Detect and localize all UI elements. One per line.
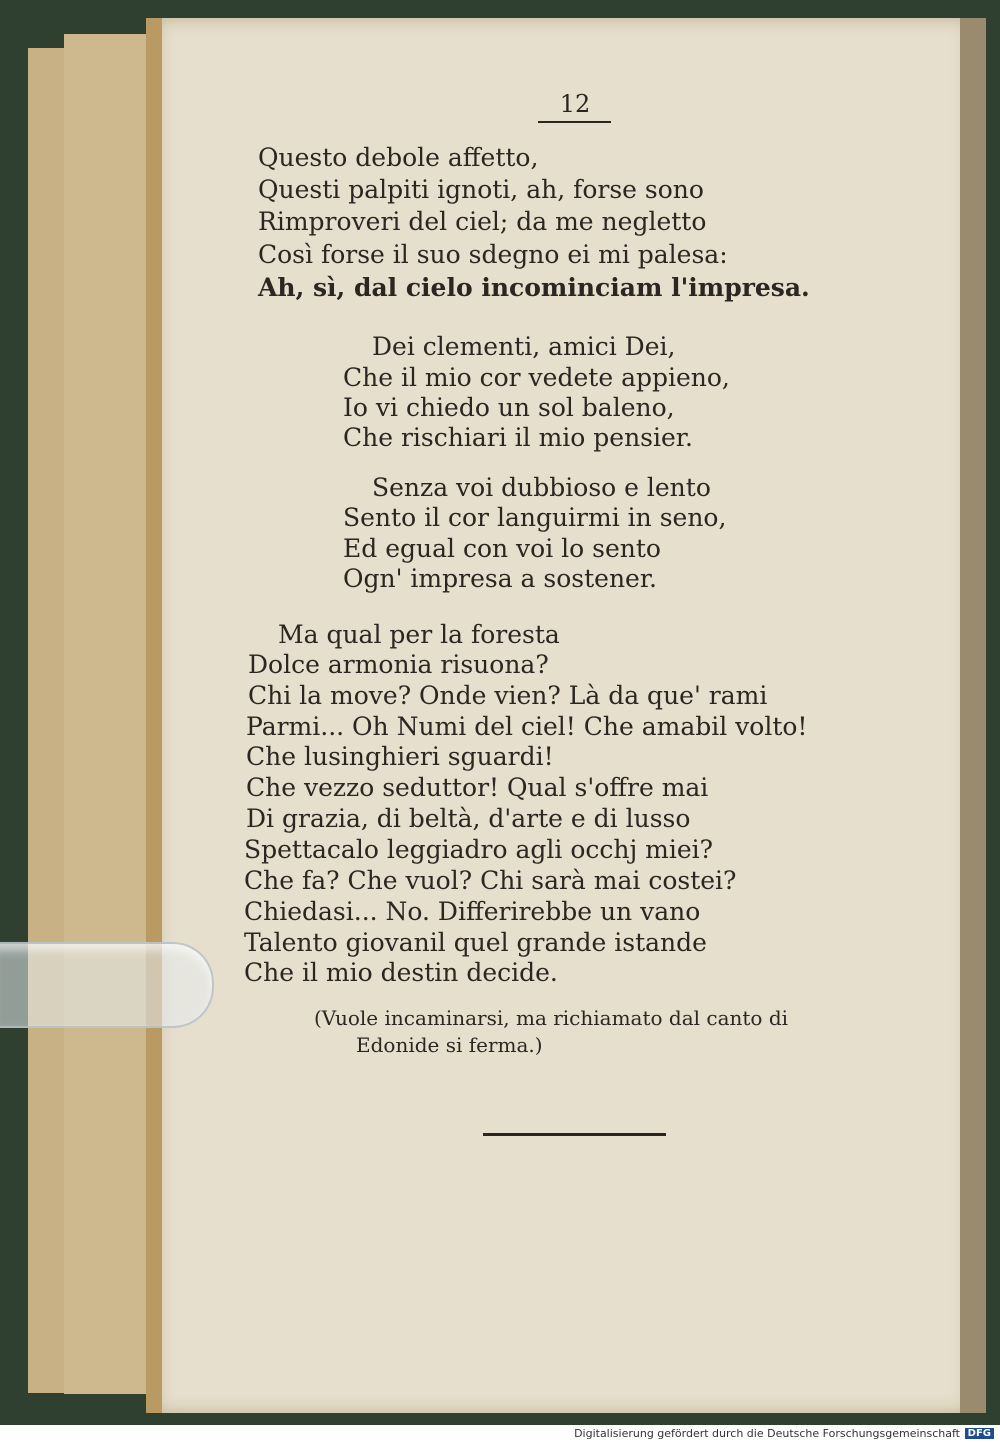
verse-line: Questo debole affetto,	[258, 143, 539, 172]
verse-line: Senza voi dubbioso e lento	[372, 473, 711, 502]
verse-line: Ma qual per la foresta	[278, 620, 560, 649]
page-number: 12	[559, 90, 591, 118]
verse-line: Di grazia, di beltà, d'arte e di lusso	[246, 804, 691, 833]
verse-line: Dei clementi, amici Dei,	[372, 332, 676, 361]
stage-direction: (Vuole incaminarsi, ma richiamato dal canto di	[314, 1006, 789, 1030]
verse-line: Questi palpiti ignoti, ah, forse sono	[258, 175, 704, 204]
verse-line: Ah, sì, dal cielo incominciam l'impresa.	[258, 273, 810, 302]
end-rule	[483, 1133, 666, 1136]
verse-line: Parmi... Oh Numi del ciel! Che amabil volto!	[246, 712, 808, 741]
stage-direction: Edonide si ferma.)	[356, 1033, 543, 1057]
verse-line: Rimproveri del ciel; da me negletto	[258, 207, 707, 236]
verse-line: Dolce armonia risuona?	[248, 650, 549, 679]
page-gutter	[146, 18, 162, 1413]
verse-line: Spettacalo leggiadro agli occhj miei?	[244, 835, 714, 864]
page-clip	[0, 942, 214, 1028]
footer-bar	[0, 1425, 1000, 1445]
verse-line: Che fa? Che vuol? Chi sarà mai costei?	[244, 866, 737, 895]
dfg-logo: DFG	[965, 1428, 994, 1439]
verse-line: Chiedasi... No. Differirebbe un vano	[244, 897, 701, 926]
scan-border	[986, 0, 1000, 1445]
verse-line: Chi la move? Onde vien? Là da que' rami	[248, 681, 768, 710]
verse-line: Che vezzo seduttor! Qual s'offre mai	[246, 773, 709, 802]
verse-line: Ogn' impresa a sostener.	[343, 564, 658, 593]
verse-line: Che il mio destin decide.	[244, 958, 558, 987]
page-number-rule	[538, 121, 611, 123]
verse-line: Che il mio cor vedete appieno,	[343, 363, 730, 392]
verse-line: Che rischiari il mio pensier.	[343, 423, 693, 452]
verse-line: Così forse il suo sdegno ei mi palesa:	[258, 240, 728, 269]
verse-line: Che lusinghieri sguardi!	[246, 742, 554, 771]
verse-line: Io vi chiedo un sol baleno,	[343, 393, 675, 422]
verse-line: Sento il cor languirmi in seno,	[343, 503, 727, 532]
verse-line: Ed egual con voi lo sento	[343, 534, 661, 563]
verse-line: Talento giovanil quel grande istande	[244, 928, 707, 957]
footer-credit: Digitalisierung gefördert durch die Deutsche Forschungsgemeinschaft	[574, 1427, 960, 1440]
